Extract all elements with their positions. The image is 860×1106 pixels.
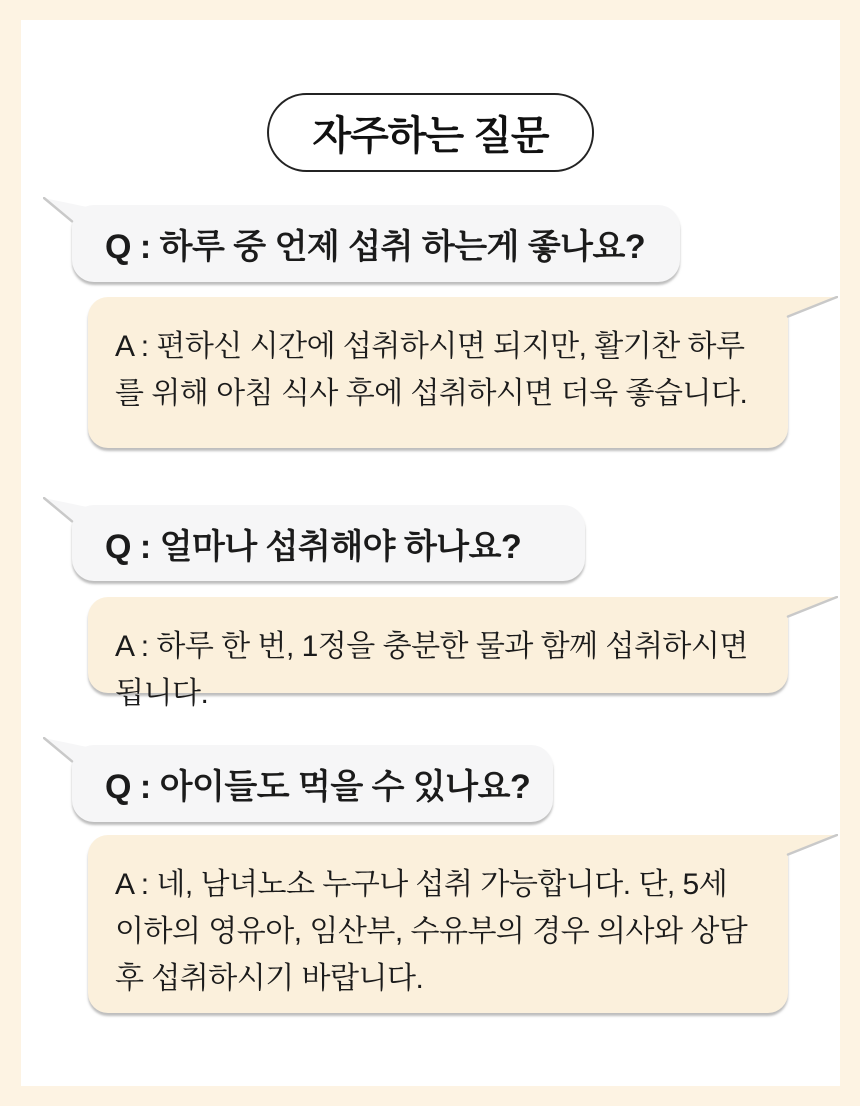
- question-bubble: [72, 505, 585, 581]
- answer-bubble: [88, 597, 788, 710]
- question-text: Q : 하루 중 언제 섭취 하는게 좋나요?: [105, 228, 646, 266]
- speech-tail-right-icon: [768, 296, 838, 325]
- answer-text: A : 편하신 시간에 섭취하시면 되지만, 활기찬 하루를 위해 아침 식사 후에 섭취하시면 더욱 좋습니다.: [115, 330, 748, 410]
- speech-tail-left-icon: [43, 197, 93, 239]
- answer-bubble: [88, 835, 788, 1013]
- speech-tail-left-icon: [43, 737, 93, 779]
- faq-title-badge: [267, 93, 595, 172]
- answer-bubble: [88, 297, 788, 448]
- question-bubble: [72, 745, 553, 822]
- answer-text: A : 하루 한 번, 1정을 충분한 물과 함께 섭취하시면 됩니다.: [115, 630, 748, 710]
- question-bubble: [72, 205, 680, 282]
- question-text: Q : 아이들도 먹을 수 있나요?: [105, 768, 531, 806]
- speech-tail-left-icon: [43, 497, 93, 539]
- faq-title-text: 자주하는 질문: [312, 114, 549, 158]
- faq-card: [21, 20, 840, 1086]
- speech-tail-right-icon: [768, 596, 838, 625]
- speech-tail-right-icon: [768, 834, 838, 863]
- question-text: Q : 얼마나 섭취해야 하나요?: [105, 527, 522, 566]
- answer-text: A : 네, 남녀노소 누구나 섭취 가능합니다. 단, 5세 이하의 영유아, 임산부, 수유부의 경우 의사와 상담 후 섭취하시기 바랍니다.: [115, 868, 748, 995]
